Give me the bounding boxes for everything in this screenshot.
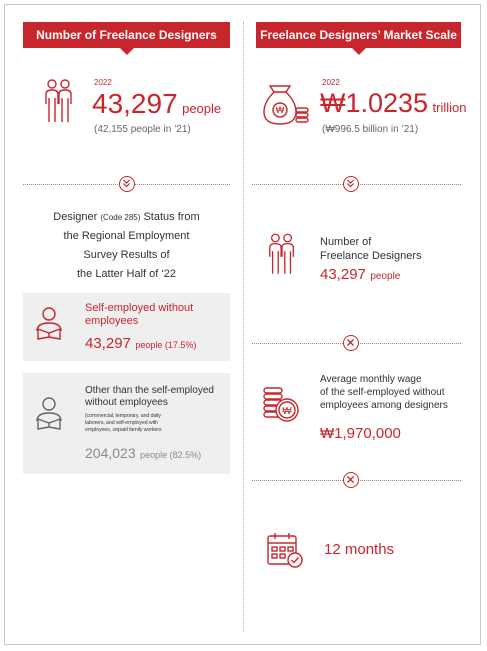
designers-unit: people (370, 271, 401, 282)
right-prev: (₩996.5 billion in ’21) (322, 124, 419, 135)
box2-label-line: without employees (85, 397, 168, 408)
box2-note-line: laborers, and self-employed with (85, 420, 158, 426)
months-value: 12 months (324, 541, 395, 558)
box1-value: 43,297 (85, 335, 131, 352)
coins-icon (262, 384, 302, 429)
money-bag-icon (262, 84, 310, 131)
designers-label (320, 235, 422, 263)
reader-icon (34, 307, 64, 346)
box2-unit: people (82.5%) (140, 450, 202, 460)
status-line: the Latter Half of ‘22 (76, 268, 177, 280)
box2-value: 204,023 (85, 445, 136, 461)
status-line: the Regional Employment (63, 230, 190, 242)
right-amount-row (320, 88, 467, 119)
status-line: Survey Results of (83, 249, 170, 261)
left-year: 2022 (94, 78, 112, 87)
left-count-unit: people (182, 101, 222, 116)
wage-value: ₩1,970,000 (320, 425, 401, 442)
box1-label-line: Self-employed without (85, 302, 194, 314)
self-employed-box (23, 293, 230, 361)
box2-label (85, 385, 214, 409)
svg-text:₩: ₩ (282, 406, 292, 417)
people-icon (266, 232, 298, 281)
box2-note-line: (commercial, temporary, and daily (85, 413, 161, 419)
column-divider (243, 22, 244, 632)
other-box (23, 373, 230, 474)
designers-value-row (320, 266, 400, 284)
designers-label-line: Freelance Designers (320, 250, 422, 262)
left-header: Number of Freelance Designers (23, 22, 230, 48)
wage-label-line: Average monthly wage (320, 374, 422, 385)
box2-note (85, 413, 161, 434)
left-count-row (92, 88, 221, 120)
status-description (23, 208, 230, 284)
status-code: (Code 285) (100, 213, 141, 222)
designers-value: 43,297 (320, 266, 366, 283)
box1-label (85, 302, 193, 328)
left-count: 43,297 (92, 88, 178, 119)
people-icon (42, 78, 76, 129)
right-amount-unit: trillion (432, 100, 467, 115)
svg-text:₩: ₩ (275, 105, 285, 115)
left-prev: (42,155 people in ’21) (94, 124, 191, 135)
calendar-icon (266, 531, 304, 574)
wage-label-line: employees among designers (320, 400, 448, 411)
right-header: Freelance Designers’ Market Scale (256, 22, 461, 48)
chevron-down-icon (343, 176, 359, 192)
chevron-down-icon (119, 176, 135, 192)
box1-unit: people (17.5%) (135, 340, 197, 350)
reader-icon (34, 397, 64, 436)
right-amount: ₩1.0235 (320, 88, 429, 118)
wage-label (320, 373, 448, 412)
box2-value-row (85, 445, 201, 463)
multiply-icon (343, 472, 359, 488)
box1-label-line: employees (85, 315, 139, 327)
right-year: 2022 (322, 78, 340, 87)
status-line: Status from (143, 211, 200, 223)
designers-label-line: Number of (320, 236, 372, 248)
multiply-icon (343, 335, 359, 351)
box2-label-line: Other than the self-employed (85, 385, 214, 396)
status-line: Designer (53, 211, 98, 223)
box1-value-row (85, 335, 196, 353)
wage-label-line: of the self-employed without (320, 387, 445, 398)
box2-note-line: employees, unpaid family workers (85, 427, 162, 433)
